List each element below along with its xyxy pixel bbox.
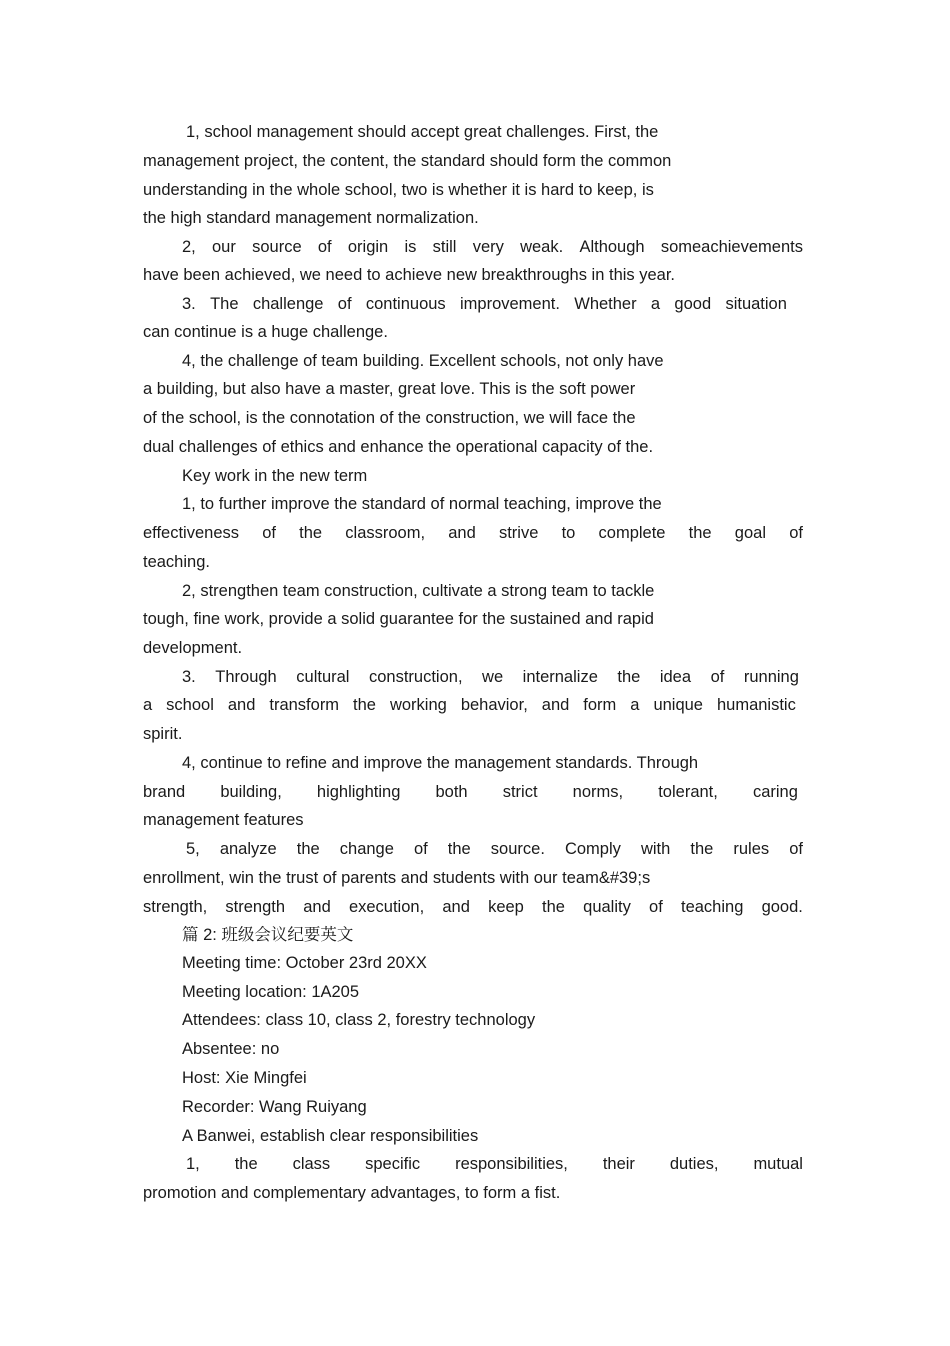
text-line: can continue is a huge challenge. (143, 323, 388, 341)
word: is (404, 238, 417, 256)
word: origin (347, 238, 389, 256)
text-line (186, 1153, 803, 1175)
word: analyze (219, 840, 277, 858)
section-heading: Key work in the new term (182, 467, 368, 485)
word: the (542, 898, 565, 916)
word: source (252, 238, 302, 256)
word: Although (579, 238, 645, 256)
word: the (353, 696, 376, 714)
word: of (649, 898, 663, 916)
text-line (186, 838, 803, 860)
word: of (789, 524, 803, 542)
word: of (710, 668, 725, 686)
word: mutual (753, 1155, 803, 1173)
word: cultural (296, 668, 350, 686)
word: situation (725, 295, 787, 313)
text-line: 4, the challenge of team building. Excellent schools, not only have (182, 352, 664, 370)
text-line: understanding in the whole school, two is whether it is hard to keep, is (143, 181, 654, 199)
word: strength (225, 898, 286, 916)
word: construction, (368, 668, 463, 686)
meeting-host: Host: Xie Mingfei (182, 1069, 307, 1087)
word: classroom, (345, 524, 426, 542)
word: continuous (365, 295, 446, 313)
text-line (143, 694, 796, 716)
word: effectiveness (143, 524, 240, 542)
word: school (166, 696, 214, 714)
meeting-recorder: Recorder: Wang Ruiyang (182, 1098, 367, 1116)
text-line: promotion and complementary advantages, to form a fist. (143, 1184, 561, 1202)
word: 3. (182, 668, 196, 686)
word: strict (502, 783, 538, 801)
word: of (317, 238, 332, 256)
meeting-absentee: Absentee: no (182, 1040, 280, 1058)
word: the (234, 1155, 258, 1173)
word: of (262, 524, 276, 542)
word: running (743, 668, 799, 686)
word: the (617, 668, 641, 686)
text-line: dual challenges of ethics and enhance the operational capacity of the. (143, 438, 654, 456)
word: both (435, 783, 468, 801)
word: good. (761, 898, 803, 916)
text-line: management project, the content, the standard should form the common (143, 152, 672, 170)
word: with (640, 840, 671, 858)
section-heading: A Banwei, establish clear responsibilities (182, 1127, 479, 1145)
word: goal (734, 524, 766, 542)
word: very (472, 238, 504, 256)
text-line: of the school, is the connotation of the construction, we will face the (143, 409, 636, 427)
word: strive (498, 524, 539, 542)
word: still (432, 238, 457, 256)
word: and (303, 898, 331, 916)
text-line: 1, to further improve the standard of normal teaching, improve the (182, 495, 662, 513)
word: to (561, 524, 576, 542)
word: keep (488, 898, 524, 916)
word: we (482, 668, 504, 686)
section-title: 篇 2: 班级会议纪要英文 (182, 926, 354, 944)
text-line: 2, strengthen team construction, cultivate a strong team to tackle (182, 582, 655, 600)
text-line: a building, but also have a master, great love. This is the soft power (143, 380, 636, 398)
word: internalize (522, 668, 598, 686)
text-line: 4, continue to refine and improve the management standards. Through (182, 754, 699, 772)
word: a (630, 696, 640, 714)
word: duties, (669, 1155, 719, 1173)
word: brand (143, 783, 186, 801)
word: 2, (182, 238, 196, 256)
word: of (413, 840, 428, 858)
text-line (182, 666, 799, 688)
word: norms, (572, 783, 624, 801)
text-line: enrollment, win the trust of parents and students with our team&#39;s (143, 869, 651, 887)
word: transform (269, 696, 340, 714)
meeting-location: Meeting location: 1A205 (182, 983, 360, 1001)
word: our (212, 238, 236, 256)
word: responsibilities, (455, 1155, 568, 1173)
word: a (650, 295, 661, 313)
word: form (583, 696, 617, 714)
text-line (182, 236, 803, 258)
word: 3. (182, 295, 196, 313)
text-line: management features (143, 811, 304, 829)
word: working (389, 696, 447, 714)
word: execution, (348, 898, 425, 916)
word: and (448, 524, 476, 542)
word: Through (215, 668, 277, 686)
text-line: the high standard management normalization. (143, 209, 479, 227)
text-line: tough, fine work, provide a solid guarantee for the sustained and rapid (143, 610, 654, 628)
word: building, (220, 783, 282, 801)
word: good (674, 295, 712, 313)
text-line: teaching. (143, 553, 210, 571)
word: Comply (564, 840, 621, 858)
word: the (690, 840, 714, 858)
word: behavior, (460, 696, 528, 714)
text-line: spirit. (143, 725, 183, 743)
word: idea (659, 668, 692, 686)
word: the (296, 840, 320, 858)
word: specific (365, 1155, 421, 1173)
text-line (143, 522, 803, 544)
word: a (143, 696, 153, 714)
word: and (227, 696, 256, 714)
text-line (182, 293, 787, 315)
word: of (337, 295, 352, 313)
word: humanistic (716, 696, 796, 714)
word: The (210, 295, 239, 313)
word: challenge (252, 295, 324, 313)
word: the (299, 524, 323, 542)
word: change (339, 840, 394, 858)
word: weak. (520, 238, 564, 256)
meeting-attendees: Attendees: class 10, class 2, forestry technology (182, 1011, 536, 1029)
word: rules (733, 840, 770, 858)
word: 1, (186, 1155, 200, 1173)
word: 5, (186, 840, 200, 858)
word: and (541, 696, 570, 714)
word: strength, (143, 898, 208, 916)
word: their (602, 1155, 635, 1173)
text-line: have been achieved, we need to achieve new breakthroughs in this year. (143, 266, 676, 284)
word: the (688, 524, 712, 542)
word: class (292, 1155, 331, 1173)
word: someachievements (660, 238, 803, 256)
word: tolerant, (658, 783, 718, 801)
word: teaching (681, 898, 744, 916)
text-line: development. (143, 639, 243, 657)
word: caring (752, 783, 798, 801)
word: unique (653, 696, 703, 714)
meeting-time: Meeting time: October 23rd 20XX (182, 954, 427, 972)
text-line: 1, school management should accept great challenges. First, the (186, 123, 659, 141)
word: and (442, 898, 470, 916)
word: the (447, 840, 471, 858)
word: Whether (574, 295, 637, 313)
word: of (789, 840, 803, 858)
word: complete (598, 524, 666, 542)
text-line (143, 896, 803, 918)
word: source. (490, 840, 545, 858)
word: quality (583, 898, 631, 916)
word: improvement. (459, 295, 560, 313)
word: highlighting (316, 783, 401, 801)
text-line (143, 781, 798, 803)
